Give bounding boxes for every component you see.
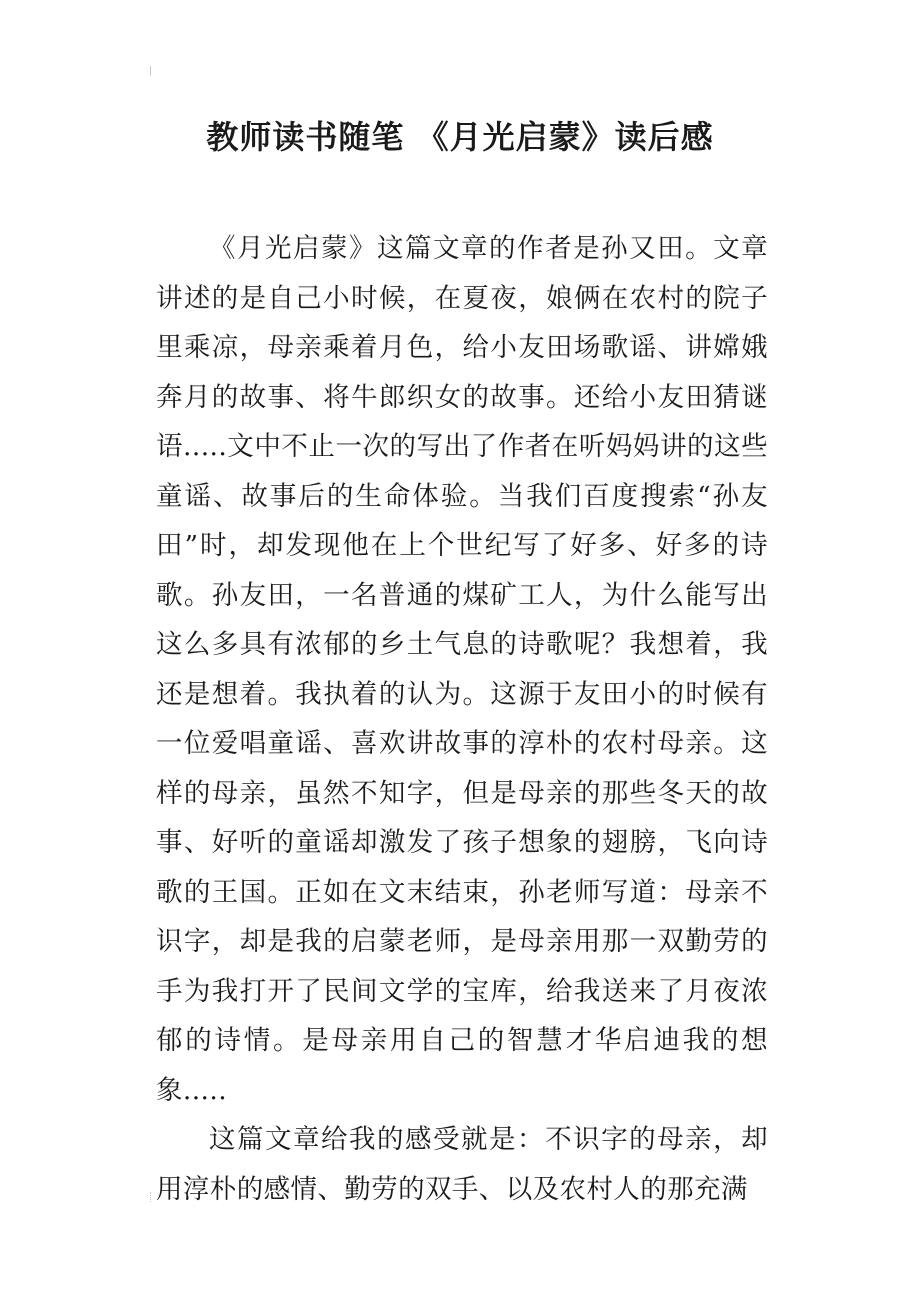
document-title: 教师读书随笔 《月光启蒙》读后感 <box>206 118 714 156</box>
page-corner-mark-top <box>150 66 157 76</box>
paragraph-2: 这篇文章给我的感受就是：不识字的母亲，却用淳朴的感情、勤劳的双手、以及农村人的那充满 <box>156 1124 768 1205</box>
paragraph-1: 《月光启蒙》这篇文章的作者是孙又田。文章讲述的是自己小时候，在夏夜，娘俩在农村的院子里乘凉，母亲乘着月色，给小友田场歌谣、讲嫦娥奔月的故事、将牛郎织女的故事。还给小友田猜谜语.....文中不止一次的写出了作者在听妈妈讲的这些童谣、故事后的生命体验。当我们百度搜索“孙友田”时，却发现他在上个世纪写了好多、好多的诗歌。孙友田，一名普通的煤矿工人，为什么能写出这么多具有浓郁的乡土气息的诗歌呢？我想着，我还是想着。我执着的认为。这源于友田小的时候有一位爱唱童谣、喜欢讲故事的淳朴的农村母亲。这样的母亲，虽然不知字，但是母亲的那些冬天的故事、好听的童谣却激发了孩子想象的翅膀，飞向诗歌的王国。正如在文末结束，孙老师写道：母亲不识字，却是我的启蒙老师，是母亲用那一双勤劳的手为我打开了民间文学的宝库，给我送来了月夜浓郁的诗情。是母亲用自己的智慧才华启迪我的想象..... <box>156 233 768 1106</box>
document-body <box>156 224 768 1214</box>
page-corner-mark-bottom <box>150 1192 157 1202</box>
